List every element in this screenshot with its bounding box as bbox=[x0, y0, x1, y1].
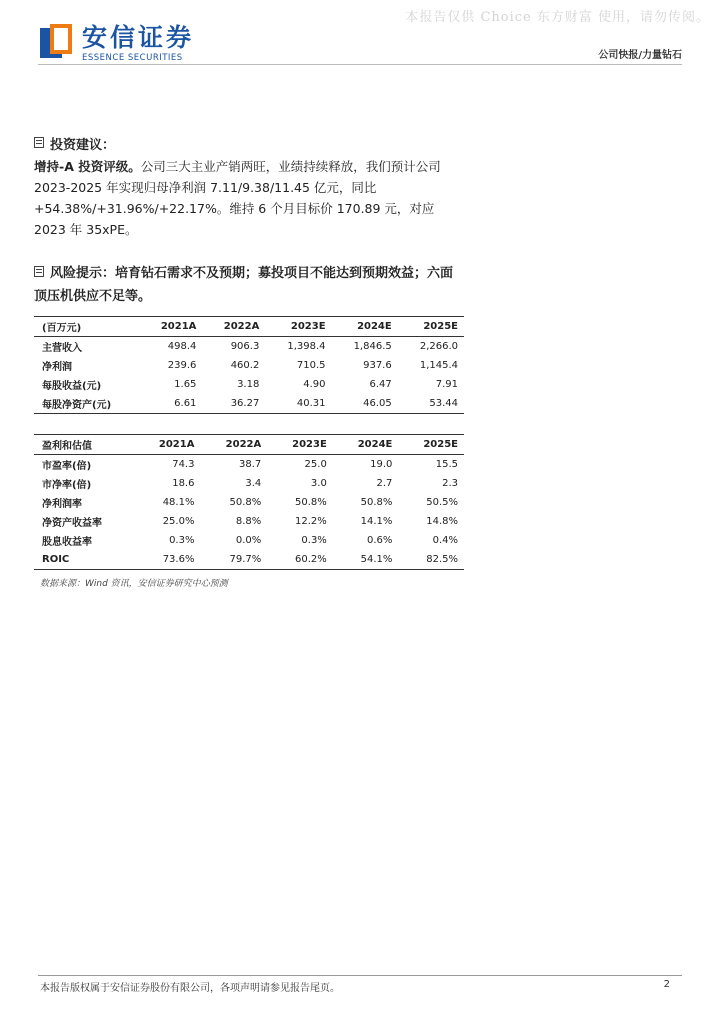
table-cell: 25.0% bbox=[162, 516, 195, 527]
table-cell: 7.91 bbox=[435, 379, 458, 390]
financial-table bbox=[34, 316, 464, 414]
column-header: 2023E bbox=[292, 439, 327, 450]
logo-en-text: ESSENCE SECURITIES bbox=[82, 53, 183, 63]
table-cell: 18.6 bbox=[172, 478, 195, 489]
table-row bbox=[34, 337, 464, 357]
row-label: 每股收益(元) bbox=[42, 381, 102, 392]
company-logo bbox=[40, 24, 194, 63]
section-bullet-icon bbox=[34, 266, 44, 277]
table-cell: 0.6% bbox=[366, 535, 393, 546]
table-cell: 14.8% bbox=[426, 516, 458, 527]
rating-lead: 增持-A 投资评级。 bbox=[34, 159, 141, 174]
table-cell: 50.8% bbox=[229, 497, 262, 508]
table-cell: 6.61 bbox=[174, 398, 197, 409]
row-label: 主营收入 bbox=[42, 343, 82, 354]
footer-disclaimer: 本报告版权属于安信证券股份有限公司，各项声明请参见报告尾页。 bbox=[40, 983, 340, 994]
table-cell: 937.6 bbox=[363, 360, 392, 371]
table-cell: 12.2% bbox=[295, 516, 327, 527]
table-cell: 8.8% bbox=[235, 516, 262, 527]
table-cell: 1.65 bbox=[174, 379, 197, 390]
column-header: 2022A bbox=[225, 439, 262, 450]
table-row bbox=[34, 550, 464, 570]
column-header: 2025E bbox=[423, 321, 458, 332]
table-cell: 40.31 bbox=[296, 398, 326, 409]
table-cell: 460.2 bbox=[230, 360, 260, 371]
table-cell: 4.90 bbox=[303, 379, 326, 390]
row-label: 净利润率 bbox=[42, 499, 82, 510]
table-cell: 50.8% bbox=[295, 497, 327, 508]
column-header: 2025E bbox=[423, 439, 458, 450]
table-cell: 0.4% bbox=[432, 535, 458, 546]
table-cell: 14.1% bbox=[360, 516, 393, 527]
table-cell: 906.3 bbox=[230, 341, 260, 352]
table-row bbox=[34, 455, 464, 475]
table-cell: 50.5% bbox=[426, 497, 458, 508]
table-cell: 239.6 bbox=[167, 360, 197, 371]
column-header: 2024E bbox=[357, 321, 392, 332]
risk-text: 风险提示：培育钻石需求不及预期；募投项目不能达到预期效益；六面顶压机供应不足等。 bbox=[34, 266, 454, 304]
table-row bbox=[34, 531, 464, 550]
table-cell: 48.1% bbox=[162, 497, 195, 508]
investment-title-text: 投资建议： bbox=[50, 138, 116, 153]
table-cell: 2.7 bbox=[376, 478, 393, 489]
header-divider bbox=[38, 64, 682, 65]
table-cell: 3.0 bbox=[310, 478, 327, 489]
table-cell: 25.0 bbox=[304, 459, 327, 470]
column-header: 2024E bbox=[357, 439, 393, 450]
table-cell: 2.3 bbox=[442, 478, 458, 489]
table-row bbox=[34, 474, 464, 493]
table-cell: 36.27 bbox=[230, 398, 260, 409]
table-row bbox=[34, 512, 464, 531]
table-row bbox=[34, 356, 464, 375]
page-number: 2 bbox=[663, 979, 670, 990]
column-header: 2022A bbox=[223, 321, 260, 332]
table-cell: 0.3% bbox=[169, 535, 195, 546]
row-label: ROIC bbox=[42, 554, 70, 565]
row-label: 市盈率(倍) bbox=[42, 461, 92, 472]
table-cell: 498.4 bbox=[167, 341, 197, 352]
table-cell: 1,145.4 bbox=[419, 360, 458, 371]
table-cell: 710.5 bbox=[296, 360, 326, 371]
column-header: 2023E bbox=[290, 321, 326, 332]
table-cell: 1,846.5 bbox=[353, 341, 392, 352]
watermark: 本报告仅供 Choice 东方财富 使用，请勿传阅。 bbox=[405, 10, 710, 25]
table-header-row bbox=[34, 435, 464, 455]
table-cell: 6.47 bbox=[369, 379, 392, 390]
table-cell: 50.8% bbox=[360, 497, 393, 508]
logo-mark-icon bbox=[40, 24, 74, 62]
table-cell: 73.6% bbox=[162, 554, 195, 565]
table-cell: 82.5% bbox=[426, 554, 458, 565]
valuation-table bbox=[34, 434, 464, 570]
table-cell: 0.0% bbox=[235, 535, 262, 546]
table-cell: 54.1% bbox=[360, 554, 393, 565]
table-cell: 38.7 bbox=[238, 459, 262, 470]
table-header-row bbox=[34, 317, 464, 337]
table-cell: 3.4 bbox=[245, 478, 262, 489]
risk-section bbox=[34, 262, 464, 308]
row-label: 净利润 bbox=[42, 362, 72, 373]
table-cell: 46.05 bbox=[363, 398, 392, 409]
table-cell: 19.0 bbox=[370, 459, 393, 470]
table-cell: 0.3% bbox=[301, 535, 327, 546]
table-cell: 1,398.4 bbox=[287, 341, 326, 352]
column-header: 2021A bbox=[160, 321, 197, 332]
row-label: 股息收益率 bbox=[42, 537, 92, 548]
row-label: 市净率(倍) bbox=[42, 480, 92, 491]
logo-cn-text: 安信证券 bbox=[82, 23, 195, 52]
investment-title bbox=[34, 134, 115, 153]
investment-body: 公司三大主业产销两旺，业绩持续释放，我们预计公司 2023-2025 年实现归母净利润 7.11/9.38/11.45 亿元，同比+54.38%/+31.96%/+22.17%。维持 6 个月目标价 170.89 元，对应 2023 年 35xPE。 bbox=[34, 159, 441, 237]
table-cell: 53.44 bbox=[429, 398, 458, 409]
table-row bbox=[34, 394, 464, 414]
row-label: 净资产收益率 bbox=[42, 518, 102, 529]
table-row bbox=[34, 375, 464, 394]
table-cell: 2,266.0 bbox=[419, 341, 458, 352]
table-cell: 74.3 bbox=[172, 459, 195, 470]
table-row bbox=[34, 493, 464, 512]
table-cell: 60.2% bbox=[295, 554, 327, 565]
column-header: 盈利和估值 bbox=[42, 441, 92, 452]
investment-paragraph bbox=[34, 156, 444, 240]
data-source-note: 数据来源：Wind 资讯，安信证券研究中心预测 bbox=[40, 579, 228, 589]
footer-divider bbox=[38, 975, 682, 976]
table-cell: 3.18 bbox=[237, 379, 260, 390]
column-header: (百万元) bbox=[42, 323, 82, 334]
column-header: 2021A bbox=[158, 439, 195, 450]
row-label: 每股净资产(元) bbox=[42, 400, 112, 411]
section-bullet-icon bbox=[34, 137, 44, 148]
table-cell: 15.5 bbox=[435, 459, 458, 470]
table-cell: 79.7% bbox=[229, 554, 262, 565]
header-category: 公司快报/力量钻石 bbox=[598, 50, 682, 61]
